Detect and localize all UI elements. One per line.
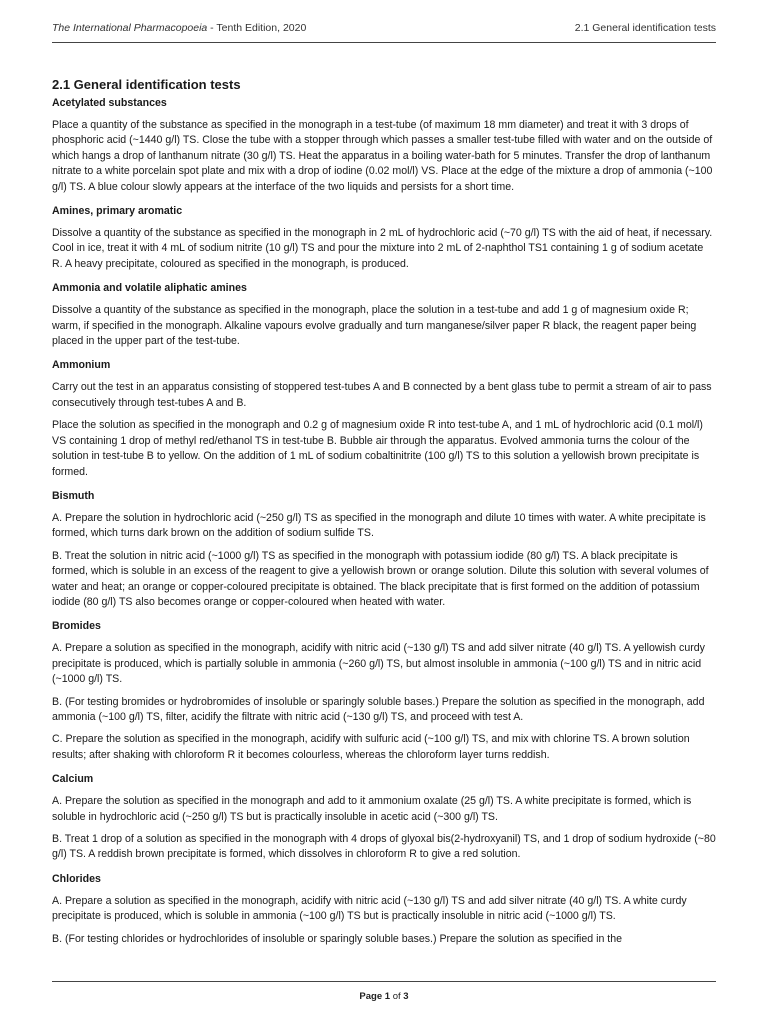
page-title: 2.1 General identification tests <box>52 77 241 92</box>
footer-page-word: Page <box>359 991 383 1002</box>
section-paragraph: Carry out the test in an apparatus consisting of stoppered test-tubes A and B connected by a bent glass tube to permit a stream of air to pass consecutively through test-tubes A and B. <box>52 381 712 409</box>
section-bromides <box>52 619 716 763</box>
section-amines-primary-aromatic <box>52 204 716 272</box>
section-paragraph: A. Prepare the solution as specified in the monograph and add to it ammonium oxalate (25 g/l) TS. A white precipitate is formed, which is soluble in hydrochloric acid (~250 g/l) TS but is practically insoluble in acetic acid (~300 g/l) TS. <box>52 795 692 823</box>
section-chlorides <box>52 872 716 947</box>
section-ammonium <box>52 358 716 479</box>
section-heading: Calcium <box>52 773 94 786</box>
section-heading: Chlorides <box>52 872 101 885</box>
section-heading: Amines, primary aromatic <box>52 205 183 218</box>
section-heading: Bismuth <box>52 489 95 502</box>
footer-divider <box>52 981 716 982</box>
section-paragraph: Place a quantity of the substance as specified in the monograph in a test-tube (of maximum 18 mm diameter) and treat it with 3 drops of phosphoric acid (~1440 g/l) TS. Close the tube with a stopper through which passes a smaller test-tube filled with water and on the outside of which hangs a drop of lanthanum nitrate (30 g/l) TS. Heat the apparatus in a boiling water-bath for 5 minutes. Transfer the drop of lanthanum nitrate to a white porcelain spot plate and mix with a drop of iodine (0.02 mol/l) VS. Place at the edge of the mixture a drop of ammonia (~100 g/l) TS. A blue colour slowly appears at the interface of the two liquids and persists for a short time. <box>52 119 713 193</box>
section-heading: Ammonium <box>52 359 111 372</box>
footer-of-word: of <box>392 991 401 1002</box>
section-heading: Acetylated substances <box>52 97 167 109</box>
header-section: 2.1 General identification tests <box>574 22 716 34</box>
section-paragraph: A. Prepare a solution as specified in the monograph, acidify with nitric acid (~130 g/l) TS and add silver nitrate (40 g/l) TS. A white curdy precipitate is produced, which is soluble in ammonia (~100 g/l) TS but is practically insoluble in nitric acid (~1000 g/l) TS. <box>52 894 687 923</box>
section-paragraph: C. Prepare the solution as specified in the monograph, acidify with sulfuric acid (~100 g/l) TS, and mix with chlorine TS. A brown solution results; after shaking with chloroform R it becomes colourless, whereas the chloroform layer turns reddish. <box>52 733 690 761</box>
section-paragraph: Dissolve a quantity of the substance as specified in the monograph in 2 mL of hydrochloric acid (~70 g/l) TS with the aid of heat, if necessary. Cool in ice, treat it with 4 mL of sodium nitrite (10 g/l) TS and pour the mixture into 2 mL of 2-naphthol TS1 containing 1 g of sodium acetate R. A heavy precipitate, coloured as specified in the monograph, is produced. <box>52 227 713 270</box>
footer-page-total: 3 <box>403 991 409 1002</box>
section-acetylated-substances <box>52 96 716 195</box>
page-content <box>52 76 716 956</box>
section-paragraph: B. (For testing chlorides or hydrochlorides of insoluble or sparingly soluble bases.) Prepare the solution as specified in the <box>52 932 623 945</box>
section-paragraph: A. Prepare a solution as specified in the monograph, acidify with nitric acid (~130 g/l) TS and add silver nitrate (40 g/l) TS. A yellowish curdy precipitate is produced, which is partially soluble in ammonia (~260 g/l) TS, but almost insoluble in ammonia (~100 g/l) TS and in nitric acid (~1000 g/l) TS. <box>52 642 705 686</box>
running-header <box>52 22 716 43</box>
section-heading: Ammonia and volatile aliphatic amines <box>52 282 247 295</box>
header-publication-title: The International Pharmacopoeia <box>52 22 208 34</box>
section-paragraph: B. (For testing bromides or hydrobromides of insoluble or sparingly soluble bases.) Prepare the solution as specified in the monograph, add ammonia (~100 g/l) TS, filter, acidify the filtrate with nitric acid (~130 g/l) TS, and proceed with test A. <box>52 695 705 723</box>
footer-page-number <box>359 991 390 1002</box>
section-calcium <box>52 772 716 863</box>
section-paragraph: B. Treat the solution in nitric acid (~1000 g/l) TS as specified in the monograph with potassium iodide (80 g/l) TS. A black precipitate is formed, which is soluble in an excess of the reagent to give a yellowish brown or orange solution. Dilute this solution with several volumes of water and heat; an orange or copper-coloured precipitate is obtained. The black precipitate that is first formed on the addition of potassium iodide (80 g/l) TS also becomes orange or copper-coloured when heated with water. <box>52 549 709 608</box>
section-paragraph: A. Prepare the solution in hydrochloric acid (~250 g/l) TS as specified in the monograph and dilute 10 times with water. A white precipitate is formed, which turns dark brown on the addition of sodium sulfide TS. <box>52 511 706 540</box>
section-paragraph: Dissolve a quantity of the substance as specified in the monograph, place the solution in a test-tube and add 1 g of magnesium oxide R; warm, if specified in the monograph. Alkaline vapours evolve gradually and turn manganese/silver paper R black, the reagent paper being placed in the upper part of the test-tube. <box>52 304 697 348</box>
header-publication <box>52 22 306 34</box>
section-bismuth <box>52 489 716 610</box>
section-ammonia-volatile-amines <box>52 281 716 349</box>
page-footer <box>0 991 768 1002</box>
section-heading: Bromides <box>52 620 101 633</box>
header-edition: - Tenth Edition, 2020 <box>207 22 307 34</box>
section-paragraph: Place the solution as specified in the monograph and 0.2 g of magnesium oxide R into test-tube A, and 1 mL of hydrochloric acid (0.1 mol/l) VS containing 1 drop of methyl red/ethanol TS in test-tube B. Bubble air through the apparatus. Evolved ammonia turns the colour of the solution in test-tube B to yellow. On the addition of 1 mL of sodium cobaltinitrite (100 g/l) TS to this solution a yellowish brown precipitate is formed. <box>52 419 703 478</box>
section-paragraph: B. Treat 1 drop of a solution as specified in the monograph with 4 drops of glyoxal bis(2-hydroxyanil) TS, and 1 drop of sodium hydroxide (~80 g/l) TS. A reddish brown precipitate is formed, which dissolves in chloroform R to give a red solution. <box>52 833 716 861</box>
footer-page-current: 1 <box>384 991 391 1002</box>
